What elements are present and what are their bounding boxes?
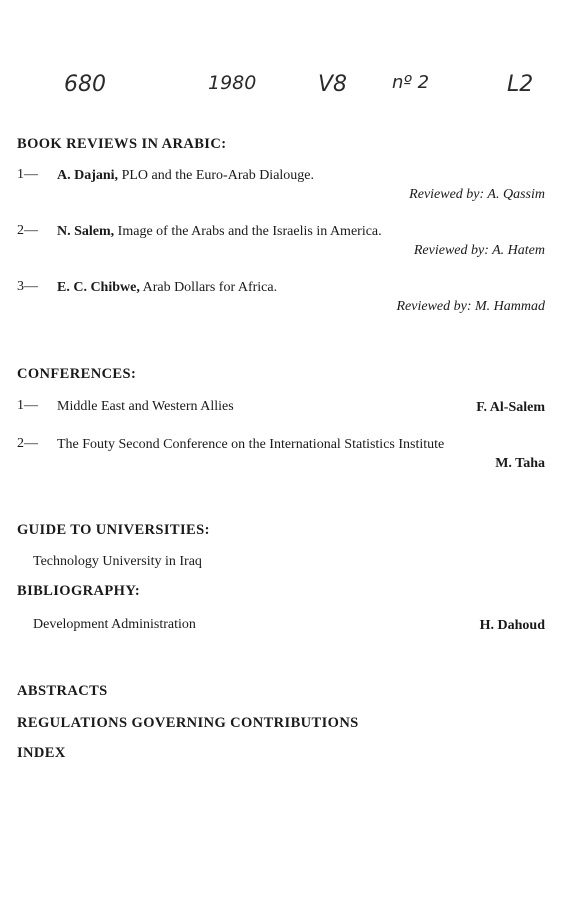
- review-entry: [57, 279, 277, 296]
- item-number: 3—: [17, 279, 38, 294]
- guide-item: Technology University in Iraq: [33, 554, 202, 569]
- review-author: A. Dajani,: [57, 168, 119, 183]
- conference-author: F. Al-Salem: [476, 400, 545, 415]
- review-title: PLO and the Euro-Arab Dialouge.: [118, 168, 315, 183]
- section-heading-book-reviews: BOOK REVIEWS IN ARABIC:: [17, 136, 227, 152]
- review-author: E. C. Chibwe,: [57, 280, 140, 295]
- item-number: 2—: [17, 436, 38, 451]
- handwritten-mark: V8: [318, 72, 348, 97]
- section-heading-conferences: CONFERENCES:: [17, 366, 137, 382]
- bibliography-author: H. Dahoud: [479, 618, 545, 633]
- section-heading-guide: GUIDE TO UNIVERSITIES:: [17, 522, 210, 538]
- section-heading-bibliography: BIBLIOGRAPHY:: [17, 583, 141, 599]
- reviewed-by: Reviewed by: A. Hatem: [413, 243, 545, 258]
- reviewed-by: Reviewed by: A. Qassim: [409, 187, 545, 202]
- review-entry: [57, 167, 314, 184]
- section-heading-abstracts: ABSTRACTS: [17, 683, 108, 699]
- handwritten-mark: 1980: [208, 72, 257, 94]
- review-author: N. Salem,: [57, 224, 115, 239]
- section-heading-index: INDEX: [17, 745, 66, 761]
- section-heading-regulations: REGULATIONS GOVERNING CONTRIBUTIONS: [17, 715, 359, 731]
- review-entry: [57, 223, 382, 240]
- bibliography-item: Development Administration: [33, 617, 196, 632]
- handwritten-mark: 680: [64, 72, 106, 97]
- handwritten-mark: L2: [507, 72, 534, 97]
- conference-title: The Fouty Second Conference on the International Statistics Institute: [57, 437, 445, 452]
- item-number: 1—: [17, 167, 38, 182]
- handwritten-mark: nº 2: [392, 72, 430, 93]
- review-title: Arab Dollars for Africa.: [139, 280, 278, 295]
- handwritten-catalog-marks: [0, 72, 574, 112]
- reviewed-by: Reviewed by: M. Hammad: [396, 299, 545, 314]
- review-title: Image of the Arabs and the Israelis in America.: [114, 224, 382, 239]
- conference-title: Middle East and Western Allies: [57, 399, 234, 414]
- item-number: 1—: [17, 398, 38, 413]
- conference-author: M. Taha: [495, 456, 545, 471]
- item-number: 2—: [17, 223, 38, 238]
